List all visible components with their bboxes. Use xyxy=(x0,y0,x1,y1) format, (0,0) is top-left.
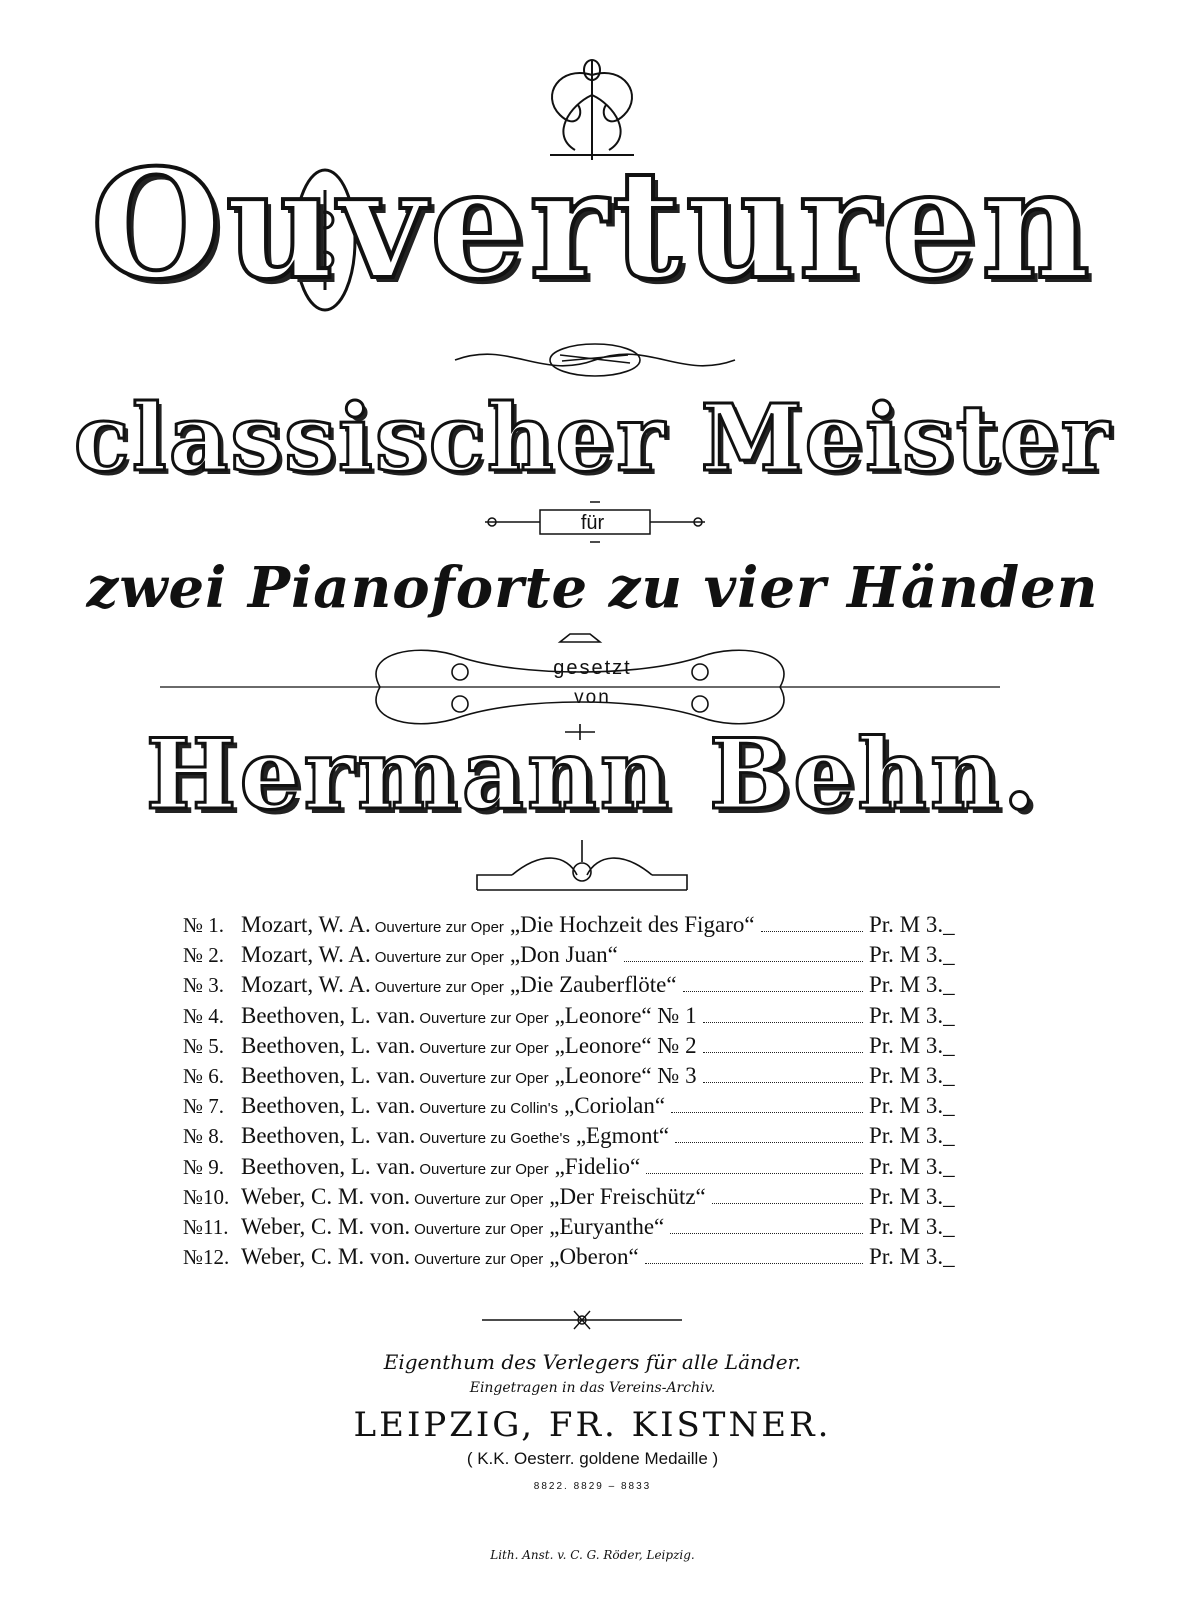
item-description: Ouverture zur Oper xyxy=(419,1009,549,1027)
overture-catalog xyxy=(183,912,973,1274)
item-price: Pr. M 3._ xyxy=(869,972,955,998)
item-composer: Beethoven, L. van. xyxy=(241,1032,416,1058)
item-price: Pr. M 3._ xyxy=(869,912,955,937)
item-price: Pr. M 3._ xyxy=(869,1062,955,1088)
ownership-notice: Eigenthum des Verlegers für alle Länder. xyxy=(383,1350,802,1374)
item-price: Pr. M 3._ xyxy=(869,1244,955,1270)
item-number: № 7. xyxy=(183,1094,225,1119)
small-divider-ornament xyxy=(482,1307,682,1333)
item-price: Pr. M 3._ xyxy=(869,1213,955,1239)
item-number: № 4. xyxy=(183,1003,225,1028)
item-composer: Beethoven, L. van. xyxy=(241,1093,416,1119)
item-price: Pr. M 3._ xyxy=(869,1093,955,1119)
item-price: Pr. M 3._ xyxy=(869,1153,955,1179)
item-description: Ouverture zu Goethe's xyxy=(419,1130,570,1148)
item-work: „Egmont“ xyxy=(575,1123,670,1149)
item-description: Ouverture zur Oper xyxy=(419,1039,549,1057)
item-number: №11. xyxy=(183,1214,229,1239)
list-item xyxy=(183,1003,973,1033)
item-number: № 5. xyxy=(183,1033,225,1058)
flourish-divider-bottom xyxy=(472,840,692,895)
item-number: №12. xyxy=(183,1245,230,1270)
item-price: Pr. M 3._ xyxy=(869,1032,955,1058)
dot-leader xyxy=(703,1082,863,1083)
item-composer: Mozart, W. A. xyxy=(241,912,371,937)
item-composer: Weber, C. M. von. xyxy=(241,1183,411,1209)
list-item xyxy=(183,1154,973,1184)
item-description: Ouverture zur Oper xyxy=(414,1190,544,1208)
dot-leader xyxy=(675,1142,863,1143)
dot-leader xyxy=(712,1203,863,1204)
item-number: № 2. xyxy=(183,943,225,968)
item-composer: Beethoven, L. van. xyxy=(241,1123,416,1149)
dot-leader xyxy=(703,1052,863,1053)
item-composer: Weber, C. M. von. xyxy=(241,1213,411,1239)
item-number: № 1. xyxy=(183,913,225,937)
list-item xyxy=(183,1214,973,1244)
arranger-name: Hermann Behn. xyxy=(145,718,1040,831)
list-item xyxy=(183,1123,973,1153)
item-description: Ouverture zur Oper xyxy=(374,949,504,967)
item-description: Ouverture zur Oper xyxy=(374,979,504,997)
medal-note: ( K.K. Oesterr. goldene Medaille ) xyxy=(466,1449,719,1468)
item-composer: Beethoven, L. van. xyxy=(241,1062,416,1088)
item-work: „Euryanthe“ xyxy=(549,1213,665,1239)
list-item xyxy=(183,1093,973,1123)
dot-leader xyxy=(683,991,863,992)
item-work: „Die Hochzeit des Figaro“ xyxy=(509,912,755,937)
item-number: №10. xyxy=(183,1184,230,1209)
item-work: „Die Zauberflöte“ xyxy=(509,972,677,998)
dot-leader xyxy=(671,1112,863,1113)
item-description: Ouverture zur Oper xyxy=(414,1251,544,1269)
von-label: von xyxy=(574,687,611,708)
item-price: Pr. M 3._ xyxy=(869,1183,955,1209)
item-composer: Beethoven, L. van. xyxy=(241,1002,416,1028)
list-item xyxy=(183,972,973,1002)
item-description: Ouverture zur Oper xyxy=(374,919,504,936)
page-subtitle: classischer Meister xyxy=(73,384,1112,492)
item-composer: Weber, C. M. von. xyxy=(241,1244,411,1270)
item-composer: Beethoven, L. van. xyxy=(241,1153,416,1179)
dot-leader xyxy=(761,931,863,932)
item-work: „Fidelio“ xyxy=(554,1153,641,1179)
item-work: „Coriolan“ xyxy=(564,1093,666,1119)
item-description: Ouverture zu Collin's xyxy=(419,1100,559,1118)
list-item xyxy=(183,942,973,972)
item-description: Ouverture zur Oper xyxy=(414,1220,544,1238)
list-item xyxy=(183,1063,973,1093)
item-work: „Leonore“ № 1 xyxy=(554,1002,697,1028)
item-work: „Leonore“ № 2 xyxy=(554,1032,697,1058)
dot-leader xyxy=(703,1022,863,1023)
instrumentation-heading: zwei Pianoforte zu vier Händen xyxy=(86,555,1099,621)
item-composer: Mozart, W. A. xyxy=(241,942,371,968)
item-number: № 8. xyxy=(183,1124,225,1149)
dot-leader xyxy=(646,1173,863,1174)
dot-leader xyxy=(645,1263,863,1264)
list-item xyxy=(183,912,973,942)
printer-credit: Lith. Anst. v. C. G. Röder, Leipzig. xyxy=(490,1548,695,1562)
item-work: „Oberon“ xyxy=(549,1244,639,1270)
item-description: Ouverture zur Oper xyxy=(419,1069,549,1087)
item-number: № 9. xyxy=(183,1154,225,1179)
plate-numbers: 8822. 8829 – 8833 xyxy=(533,1481,652,1492)
registration-notice: Eingetragen in das Vereins-Archiv. xyxy=(469,1380,716,1396)
dot-leader xyxy=(670,1233,863,1234)
item-description: Ouverture zur Oper xyxy=(419,1160,549,1178)
item-work: „Der Freischütz“ xyxy=(549,1183,706,1209)
item-price: Pr. M 3._ xyxy=(869,1123,955,1149)
gesetzt-label: gesetzt xyxy=(553,657,632,679)
page-title: Ouverturen xyxy=(90,137,1095,313)
list-item xyxy=(183,1033,973,1063)
item-price: Pr. M 3._ xyxy=(869,1002,955,1028)
flourish-divider-top xyxy=(450,335,740,385)
item-work: „Leonore“ № 3 xyxy=(554,1062,697,1088)
item-price: Pr. M 3._ xyxy=(869,942,955,968)
item-number: № 6. xyxy=(183,1063,225,1088)
item-work: „Don Juan“ xyxy=(509,942,618,968)
list-item xyxy=(183,1184,973,1214)
publisher-imprint: LEIPZIG, FR. KISTNER. xyxy=(353,1405,832,1445)
dot-leader xyxy=(624,961,863,962)
fuer-label: für xyxy=(580,512,605,534)
item-number: № 3. xyxy=(183,973,225,998)
list-item xyxy=(183,1244,973,1274)
item-composer: Mozart, W. A. xyxy=(241,972,371,998)
